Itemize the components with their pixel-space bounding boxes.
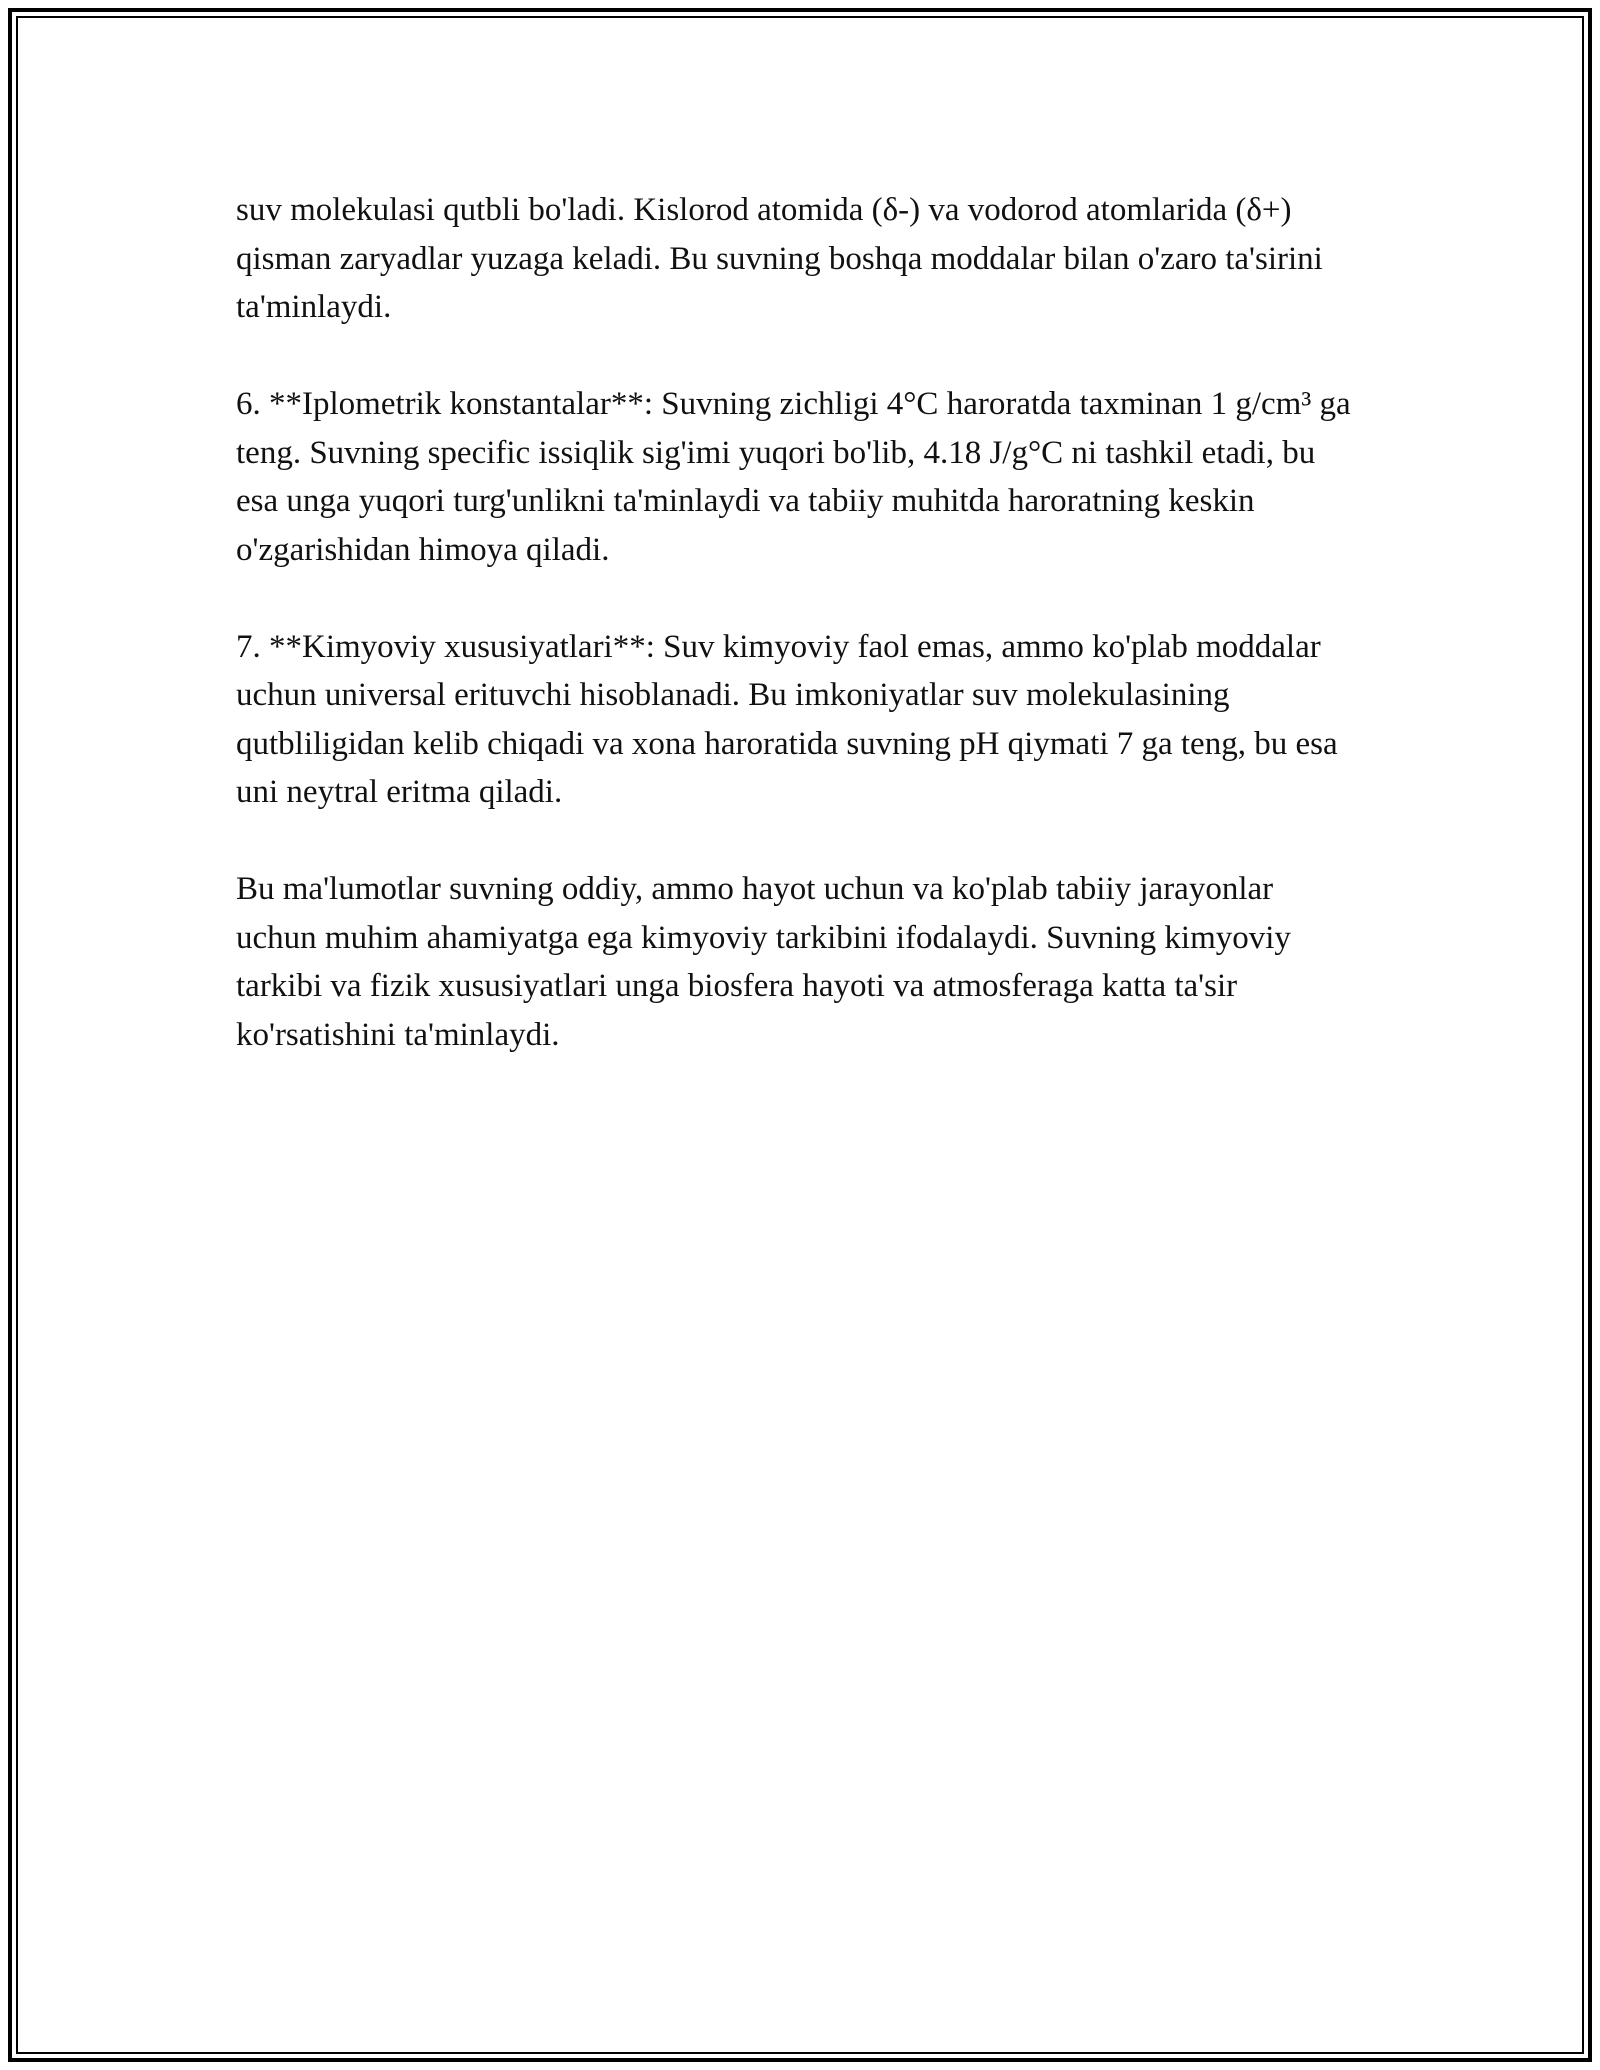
paragraph-chemical-properties: 7. **Kimyoviy xususiyatlari**: Suv kimyoviy faol emas, ammo ko'plab moddalar uchun universal erituvchi hisoblanadi. Bu imkoniyatlar suv molekulasining qutbliligidan kelib chiqadi va xona haroratida suvning pH qiymati 7 ga teng, bu esa uni neytral eritma qiladi. [236, 628, 1338, 810]
paragraph-water-polarity: suv molekulasi qutbli bo'ladi. Kislorod atomida (δ-) va vodorod atomlarida (δ+) qisman zaryadlar yuzaga keladi. Bu suvning boshqa moddalar bilan o'zaro ta'sirini ta'minlaydi. [236, 192, 1323, 325]
document-body [236, 186, 1356, 1108]
paragraph-physical-constants: 6. **Iplometrik konstantalar**: Suvning zichligi 4°C haroratda taxminan 1 g/cm³ ga teng. Suvning specific issiqlik sig'imi yuqori bo'lib, 4.18 J/g°C ni tashkil etadi, bu esa unga yuqori turg'unlikni ta'minlaydi va tabiiy muhitda haroratning keskin o'zgarishidan himoya qiladi. [236, 386, 1351, 568]
paragraph-conclusion: Bu ma'lumotlar suvning oddiy, ammo hayot uchun va ko'plab tabiiy jarayonlar uchun muhim ahamiyatga ega kimyoviy tarkibini ifodalaydi. Suvning kimyoviy tarkibi va fizik xususiyatlari unga biosfera hayoti va atmosferaga katta ta'sir ko'rsatishini ta'minlaydi. [236, 871, 1291, 1053]
